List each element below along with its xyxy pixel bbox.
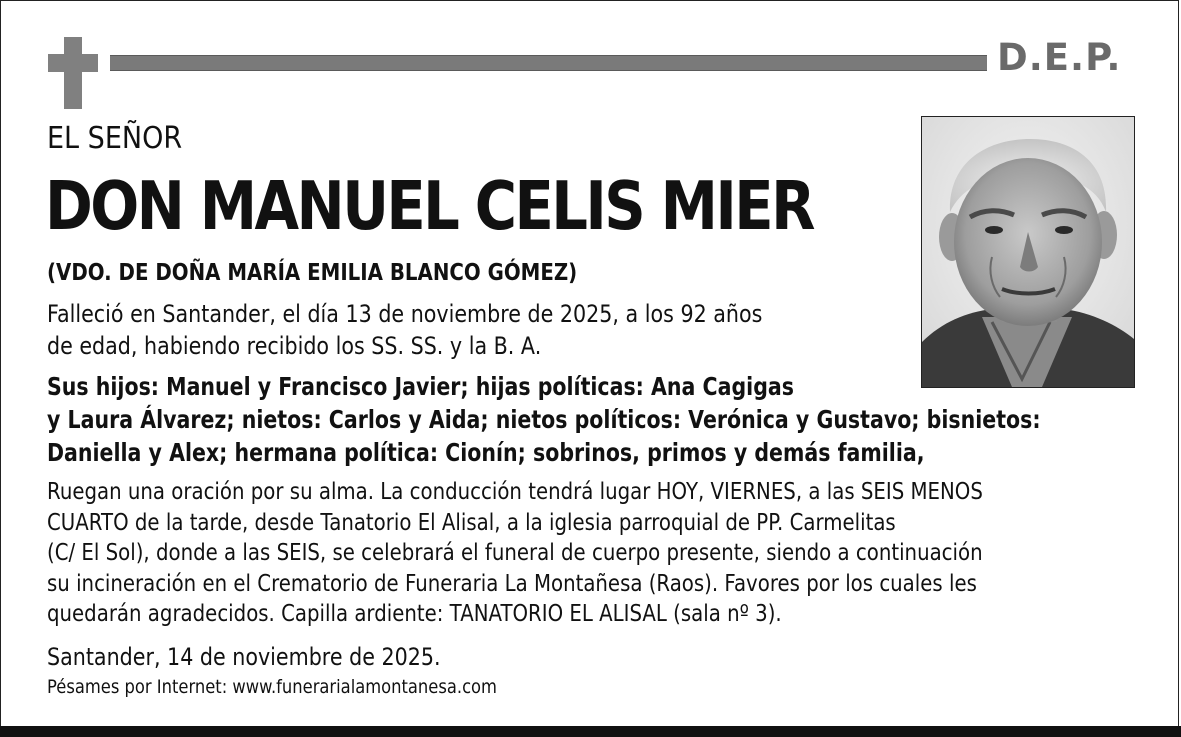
details-line: quedarán agradecidos. Capilla ardiente: TANATORIO EL ALISAL (sala nº 3). xyxy=(47,599,782,627)
widower-line: (VDO. DE DOÑA MARÍA EMILIA BLANCO GÓMEZ) xyxy=(47,260,578,286)
death-notice xyxy=(47,298,762,362)
funeral-details xyxy=(47,476,983,629)
family-list xyxy=(47,370,1041,469)
place-date: Santander, 14 de noviembre de 2025. xyxy=(47,643,441,671)
family-line: y Laura Álvarez; nietos: Carlos y Aida; nietos políticos: Verónica y Gustavo; bisnietos: xyxy=(47,405,1041,434)
honorific: EL SEÑOR xyxy=(47,121,183,156)
condolences-link: Pésames por Internet: www.funerarialamontanesa.com xyxy=(47,676,497,698)
details-line: su incineración en el Crematorio de Funeraria La Montañesa (Raos). Favores por los cuales les xyxy=(47,568,977,597)
dep-label: D.E.P. xyxy=(997,36,1122,79)
bottom-border xyxy=(0,726,1181,737)
portrait-image xyxy=(922,117,1134,387)
death-line: de edad, habiendo recibido los SS. SS. y la B. A. xyxy=(47,332,542,360)
family-line: Sus hijos: Manuel y Francisco Javier; hijas políticas: Ana Cagigas xyxy=(47,372,794,401)
portrait-photo xyxy=(921,116,1135,388)
details-line: (C/ El Sol), donde a las SEIS, se celebrará el funeral de cuerpo presente, siendo a continuación xyxy=(47,538,983,566)
deceased-name: DON MANUEL CELIS MIER xyxy=(45,167,813,245)
family-line: Daniella y Alex; hermana política: Cionín; sobrinos, primos y demás familia, xyxy=(47,438,925,467)
details-line: Ruegan una oración por su alma. La conducción tendrá lugar HOY, VIERNES, a las SEIS MENOS xyxy=(47,477,983,505)
details-line: CUARTO de la tarde, desde Tanatorio El Alisal, a la iglesia parroquial de PP. Carmelitas xyxy=(47,507,896,536)
death-line: Falleció en Santander, el día 13 de noviembre de 2025, a los 92 años xyxy=(47,300,763,328)
header-rule xyxy=(110,55,987,71)
